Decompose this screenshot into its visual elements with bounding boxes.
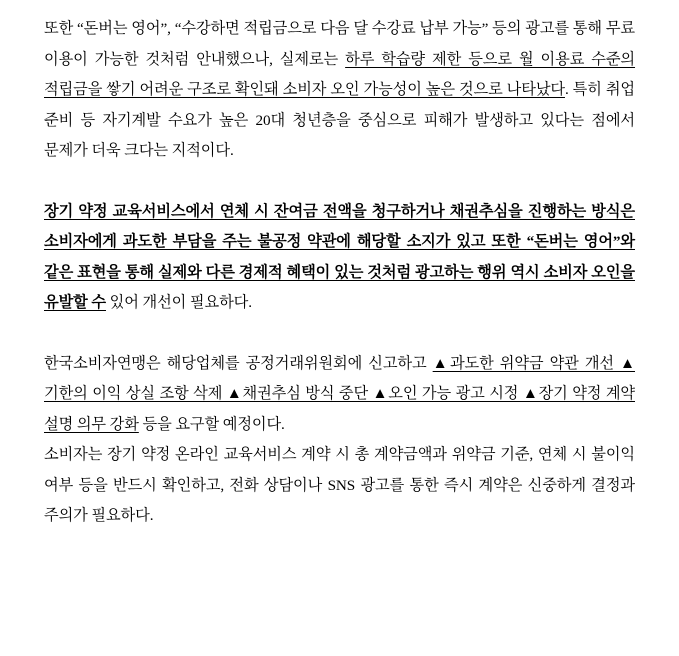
paragraph-4	[44, 440, 635, 532]
text-run: 하루 학습량 제한 등으로 월 이용료 수준의 적립금을 쌓기 어려운 구조로 확인돼 소비자 오인 가능성이 높은 것으로 나타났다	[44, 50, 636, 98]
paragraph-2	[44, 197, 635, 319]
text-run: . 특히 취업 준비 등 자기계발 수요가 높은 20대 청년층을 중심으로 피해가 발생하고 있다는 점에서 문제가 더욱 크다는 지적이다.	[44, 81, 635, 159]
text-run: 한국소비자연맹은 해당업체를 공정거래위원회에 신고하고	[44, 354, 433, 372]
paragraph-1	[44, 14, 635, 167]
paragraph-3	[44, 349, 635, 441]
text-run: 장기 약정 교육서비스에서 연체 시 잔여금 전액을 청구하거나 채권추심을 진행하는 방식은 소비자에게 과도한 부담을 주는 불공정 약관에 해당할 소지가 있고 또한 “돈버는 영어”와 같은 표현을 통해 실제와 다른 경제적 혜택이 있는 것처럼 광고하는 행위 역시 소비자 오인을 유발할 수	[44, 202, 635, 311]
text-run: 소비자는 장기 약정 온라인 교육서비스 계약 시 총 계약금액과 위약금 기준, 연체 시 불이익 여부 등을 반드시 확인하고, 전화 상담이나 SNS 광고를 통한 즉시 계약은 신중하게 결정과 주의가 필요하다.	[44, 446, 635, 524]
text-run: 또한 “돈버는 영어”, “수강하면 적립금으로 다음 달 수강료 납부 가능” 등의 광고를 통해 무료 이용이 가능한 것처럼 안내했으나, 실제로는	[44, 20, 635, 68]
text-run: 있어 개선이 필요하다.	[105, 294, 252, 311]
text-run: 등을 요구할 예정이다.	[138, 415, 285, 433]
paragraph-spacer-2	[44, 319, 635, 349]
paragraph-spacer-1	[44, 167, 635, 197]
text-run: ▲과도한 위약금 약관 개선 ▲기한의 이익 상실 조항 삭제 ▲채권추심 방식 중단 ▲오인 가능 광고 시정 ▲장기 약정 계약 설명 의무 강화	[44, 354, 635, 433]
